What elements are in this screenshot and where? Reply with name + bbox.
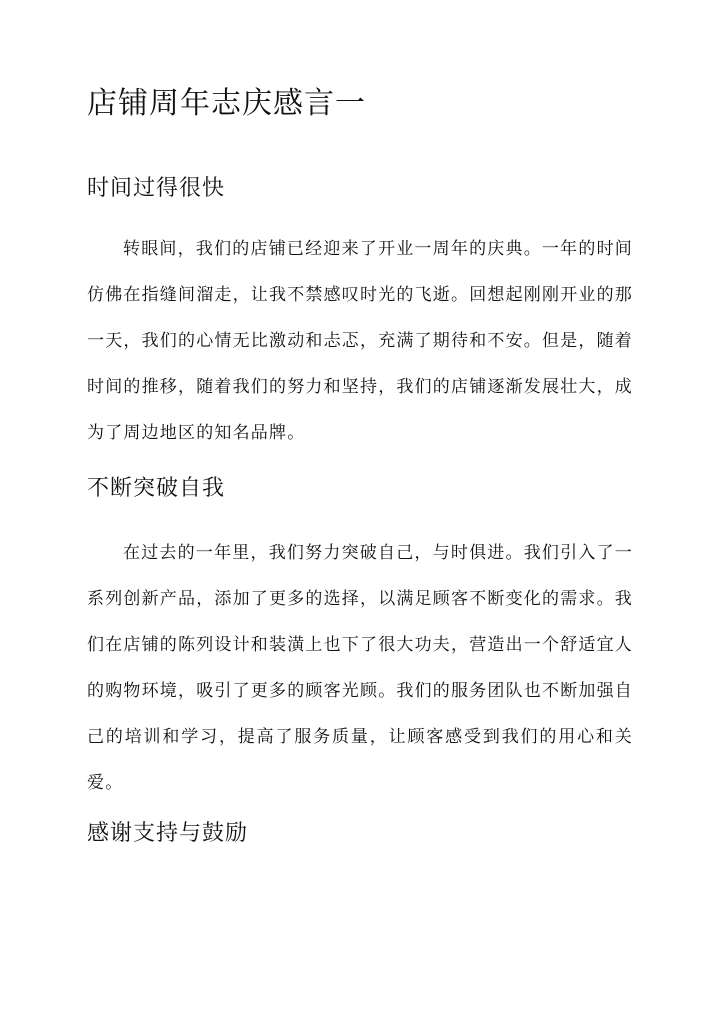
section-heading-time-flies: 时间过得很快 xyxy=(87,176,226,201)
section-heading-thanks: 感谢支持与鼓励 xyxy=(87,821,249,846)
section-paragraph-time-flies: 转眼间，我们的店铺已经迎来了开业一周年的庆典。一年的时间仿佛在指缝间溜走，让我不禁感叹时光的飞逝。回想起刚刚开业的那一天，我们的心情无比激动和忐忑，充满了期待和不安。但是，随着时间的推移，随着我们的努力和坚持，我们的店铺逐渐发展壮大，成为了周边地区的知名品牌。 xyxy=(87,239,633,443)
section-heading-breakthrough: 不断突破自我 xyxy=(87,476,226,501)
section-paragraph-breakthrough: 在过去的一年里，我们努力突破自己，与时俱进。我们引入了一系列创新产品，添加了更多的选择，以满足顾客不断变化的需求。我们在店铺的陈列设计和装潢上也下了很大功夫，营造出一个舒适宜人的购物环境，吸引了更多的顾客光顾。我们的服务团队也不断加强自己的培训和学习，提高了服务质量，让顾客感受到我们的用心和关爱。 xyxy=(87,543,633,793)
document-title: 店铺周年志庆感言一 xyxy=(87,86,366,121)
